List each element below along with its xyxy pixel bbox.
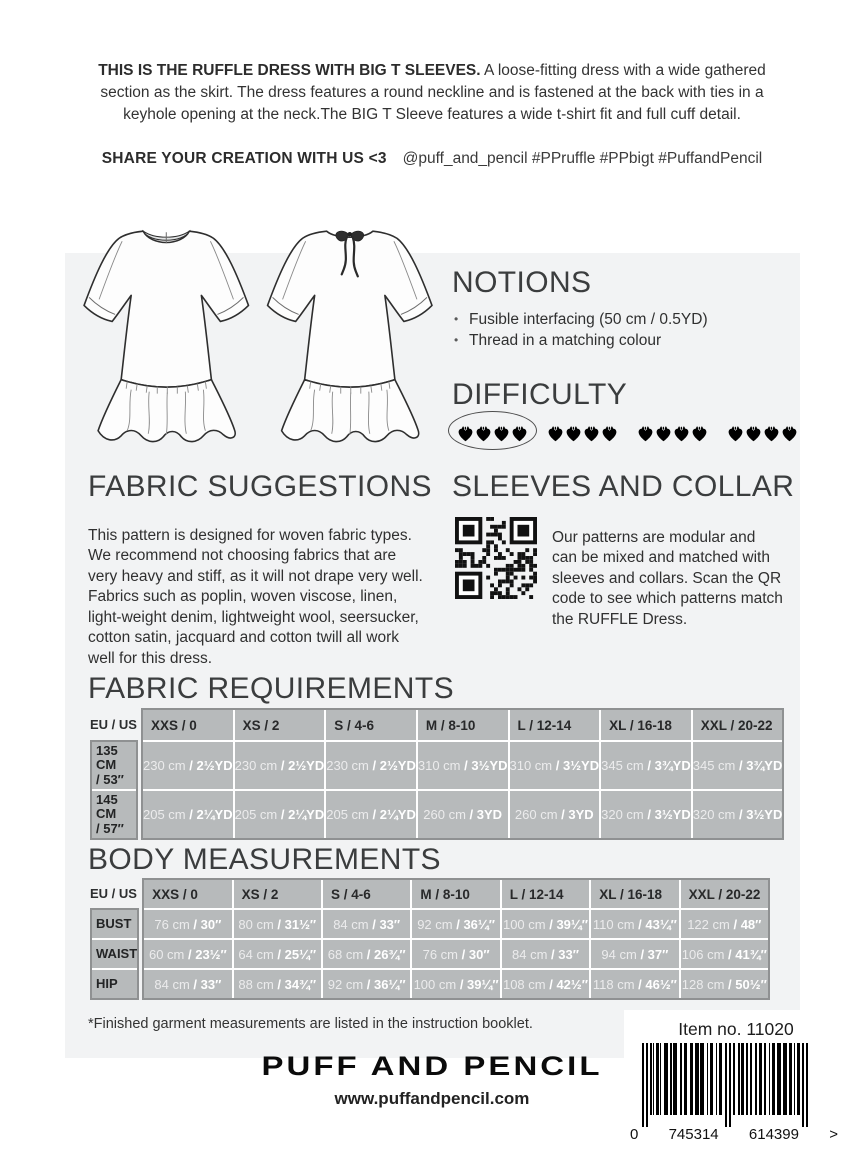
difficulty-level — [547, 418, 618, 444]
notions-item: • Thread in a matching colour — [452, 330, 708, 351]
heart-fire-icon — [637, 424, 654, 444]
table-cell: 60 cm / 23½″ — [144, 940, 231, 968]
table-cell: 345 cm / 3¾YD — [693, 742, 783, 789]
table-corner-header: EU / US — [90, 716, 137, 732]
column-header: XXS / 0 — [144, 880, 231, 908]
table-cell: 100 cm / 39¼″ — [412, 970, 499, 998]
notions-list — [452, 309, 708, 351]
heart-fire-icon — [547, 424, 564, 444]
table-cell: 106 cm / 41¾″ — [681, 940, 768, 968]
difficulty-title: DIFFICULTY — [452, 378, 628, 411]
table-cell: 64 cm / 25¼″ — [234, 940, 321, 968]
column-header: XS / 2 — [234, 880, 321, 908]
intro-text: A loose-fitting dress with a wide gathered section as the skirt. The dress features a round neckline and is fastened at the back with ties in a keyhole opening at the neck.The BIG T Sleeve features a wide t-shirt fit and full cuff detail. — [100, 61, 766, 123]
row-label: HIP — [92, 970, 137, 998]
column-header: XL / 16-18 — [591, 880, 678, 908]
table-cell: 92 cm / 36¼″ — [412, 910, 499, 938]
barcode-digits: 0 745314 614399 > — [630, 1126, 838, 1143]
table-cell: 230 cm / 2½YD — [235, 742, 325, 789]
column-header: L / 12-14 — [510, 710, 600, 740]
table-cell: 84 cm / 33″ — [323, 910, 410, 938]
table-cell: 205 cm / 2¼YD — [143, 791, 233, 838]
table-cell: 76 cm / 30″ — [144, 910, 231, 938]
table-cell: 68 cm / 26¾″ — [323, 940, 410, 968]
table-cell: 84 cm / 33″ — [144, 970, 231, 998]
table-cell: 320 cm / 3½YD — [693, 791, 783, 838]
table-cell: 110 cm / 43¼″ — [591, 910, 678, 938]
heart-fire-icon — [745, 424, 762, 444]
table-cell: 122 cm / 48″ — [681, 910, 768, 938]
table-cell: 128 cm / 50½″ — [681, 970, 768, 998]
intro-title: THIS IS THE RUFFLE DRESS WITH BIG T SLEEVES. — [98, 61, 481, 79]
column-header: M / 8-10 — [412, 880, 499, 908]
difficulty-rating — [457, 418, 798, 444]
body-measurements-title: BODY MEASUREMENTS — [88, 843, 441, 876]
row-label: WAIST — [92, 940, 137, 968]
heart-fire-icon — [763, 424, 780, 444]
garment-back-illustration — [268, 231, 432, 441]
column-header: M / 8-10 — [418, 710, 508, 740]
heart-fire-icon — [457, 424, 474, 444]
social-handles: @puff_and_pencil #PPruffle #PPbigt #PuffandPencil — [402, 149, 763, 167]
footnote: *Finished garment measurements are listed in the instruction booklet. — [88, 1015, 533, 1032]
table-cell: 94 cm / 37″ — [591, 940, 678, 968]
table-cell: 118 cm / 46½″ — [591, 970, 678, 998]
garment-illustrations — [62, 216, 438, 454]
difficulty-level — [457, 418, 528, 444]
notions-item: • Fusible interfacing (50 cm / 0.5YD) — [452, 309, 708, 330]
table-cell: 92 cm / 36¼″ — [323, 970, 410, 998]
table-cell: 205 cm / 2¼YD — [326, 791, 416, 838]
column-header: S / 4-6 — [323, 880, 410, 908]
column-header: XXL / 20-22 — [681, 880, 768, 908]
row-label: 145 CM / 57″ — [92, 791, 136, 838]
table-cell: 108 cm / 42½″ — [502, 970, 589, 998]
garment-front-illustration — [84, 231, 248, 441]
item-number: Item no. 11020 — [678, 1019, 794, 1039]
brand-logo: PUFF AND PENCIL — [261, 1051, 603, 1081]
row-label: BUST — [92, 910, 137, 938]
fabric-requirements-table — [90, 708, 783, 840]
table-cell: 260 cm / 3YD — [418, 791, 508, 838]
website-url: www.puffandpencil.com — [334, 1089, 530, 1108]
heart-fire-icon — [727, 424, 744, 444]
table-cell: 230 cm / 2½YD — [326, 742, 416, 789]
table-cell: 345 cm / 3¾YD — [601, 742, 691, 789]
share-callout: SHARE YOUR CREATION WITH US <3 — [101, 149, 387, 167]
heart-fire-icon — [583, 424, 600, 444]
heart-fire-icon — [601, 424, 618, 444]
table-cell: 260 cm / 3YD — [510, 791, 600, 838]
table-cell: 84 cm / 33″ — [502, 940, 589, 968]
table-cell: 320 cm / 3½YD — [601, 791, 691, 838]
table-cell: 88 cm / 34¾″ — [234, 970, 321, 998]
difficulty-level — [637, 418, 708, 444]
heart-fire-icon — [781, 424, 798, 444]
intro-paragraph — [86, 60, 778, 126]
column-header: L / 12-14 — [502, 880, 589, 908]
table-cell: 230 cm / 2½YD — [143, 742, 233, 789]
column-header: XXL / 20-22 — [693, 710, 783, 740]
sleeves-collar-text: Our patterns are modular and can be mixed and matched with sleeves and collars. Scan the QR code to see which patterns match the RUFFLE Dress. — [552, 528, 783, 628]
column-header: S / 4-6 — [326, 710, 416, 740]
table-cell: 310 cm / 3½YD — [418, 742, 508, 789]
fabric-suggestions-title: FABRIC SUGGESTIONS — [88, 470, 432, 503]
fabric-requirements-title: FABRIC REQUIREMENTS — [88, 672, 454, 705]
body-measurements-table — [90, 878, 770, 1000]
row-label: 135 CM / 53″ — [92, 742, 136, 789]
table-cell: 310 cm / 3½YD — [510, 742, 600, 789]
qr-code — [455, 517, 537, 599]
heart-fire-icon — [475, 424, 492, 444]
notions-title: NOTIONS — [452, 266, 592, 299]
heart-fire-icon — [691, 424, 708, 444]
share-line — [0, 150, 864, 168]
sleeves-collar-title: SLEEVES AND COLLAR — [452, 470, 795, 503]
table-corner-header: EU / US — [90, 885, 137, 901]
table-cell: 76 cm / 30″ — [412, 940, 499, 968]
heart-fire-icon — [673, 424, 690, 444]
column-header: XXS / 0 — [143, 710, 233, 740]
heart-fire-icon — [655, 424, 672, 444]
heart-fire-icon — [565, 424, 582, 444]
column-header: XL / 16-18 — [601, 710, 691, 740]
difficulty-level — [727, 418, 798, 444]
heart-fire-icon — [511, 424, 528, 444]
fabric-suggestions-text: This pattern is designed for woven fabric types. We recommend not choosing fabrics that are very heavy and stiff, as it will not drape very well. Fabrics such as poplin, woven viscose, linen, light-weight denim, lightweight wool, seersucker, cotton satin, jacquard and cotton twill all work well for this dress. — [88, 526, 423, 667]
heart-fire-icon — [493, 424, 510, 444]
column-header: XS / 2 — [235, 710, 325, 740]
table-cell: 205 cm / 2¼YD — [235, 791, 325, 838]
table-cell: 80 cm / 31½″ — [234, 910, 321, 938]
table-cell: 100 cm / 39¼″ — [502, 910, 589, 938]
